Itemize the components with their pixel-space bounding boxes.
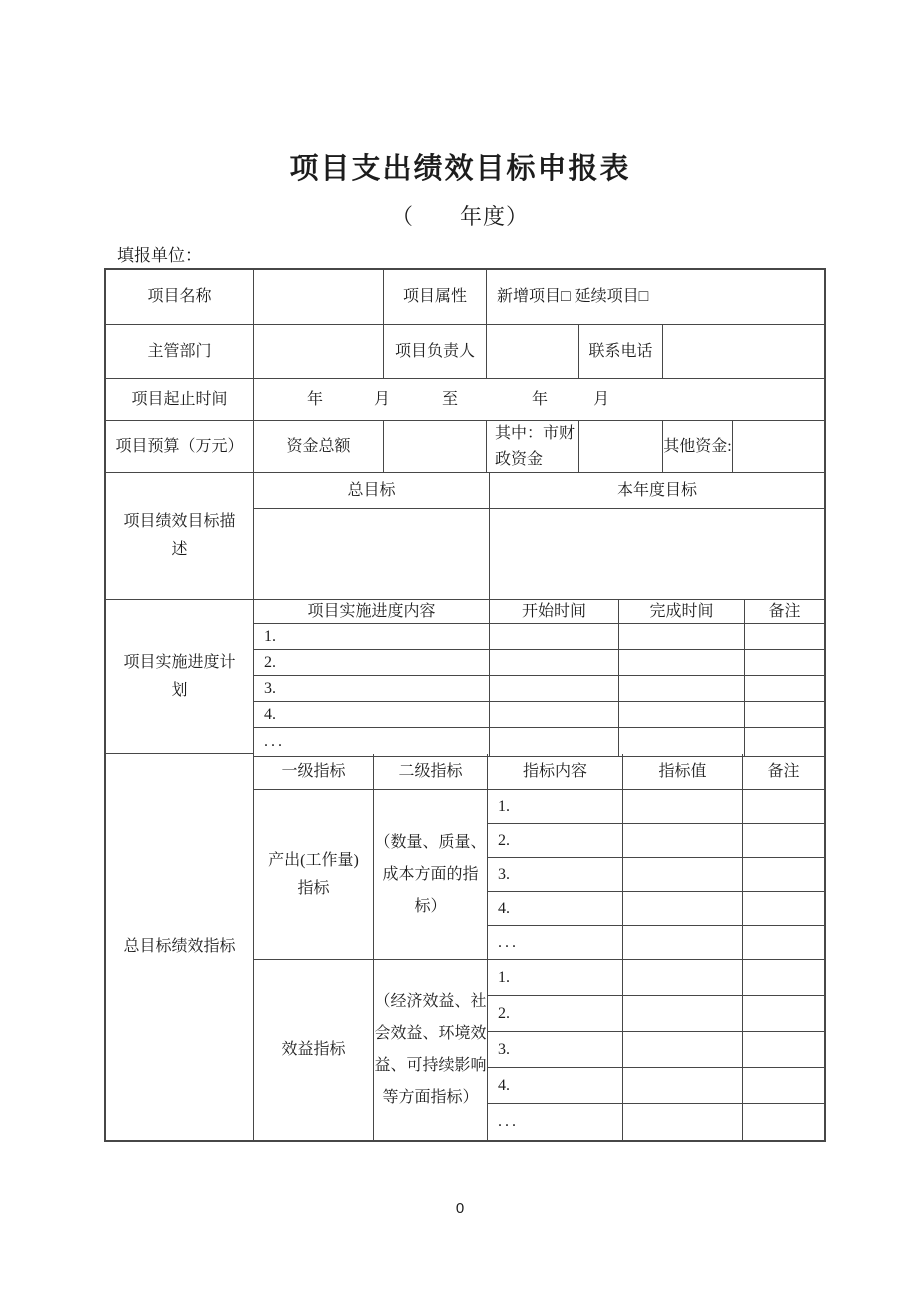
- section-indicators: [106, 754, 824, 1140]
- level1-header: 一级指标: [254, 754, 374, 790]
- indicator-content-cell[interactable]: ...: [488, 1104, 623, 1140]
- benefit-level2-cell: （经济效益、社会效益、环境效益、可持续影响等方面指标）: [374, 960, 488, 1140]
- schedule-finish-header: 完成时间: [619, 600, 745, 624]
- output-indicator-row-3: [488, 858, 824, 892]
- duration-month2: 月: [593, 390, 610, 408]
- schedule-start-cell[interactable]: [490, 702, 619, 728]
- indicator-content-cell[interactable]: 2.: [488, 996, 623, 1032]
- year-subtitle: （ 年度）: [390, 204, 529, 229]
- indicator-content-cell[interactable]: ...: [488, 926, 623, 960]
- schedule-content-cell[interactable]: 1.: [254, 624, 490, 650]
- output-indicator-block: [254, 790, 824, 960]
- benefit-indicator-row-2: [488, 996, 824, 1032]
- indicator-content-cell[interactable]: 2.: [488, 824, 623, 858]
- schedule-content-cell[interactable]: 4.: [254, 702, 490, 728]
- schedule-row-3: [254, 676, 824, 702]
- schedule-finish-cell[interactable]: [619, 676, 745, 702]
- indicator-value-cell[interactable]: [623, 996, 743, 1032]
- schedule-row-more: [254, 728, 824, 757]
- duration-month1: 月: [374, 390, 391, 408]
- row-duration: [106, 379, 824, 421]
- indicator-note-cell[interactable]: [743, 892, 824, 926]
- schedule-row-2: [254, 650, 824, 676]
- project-name-label: 项目名称: [106, 270, 254, 325]
- duration-year2: 年: [532, 390, 549, 408]
- schedule-content-cell[interactable]: 2.: [254, 650, 490, 676]
- indicator-note-cell[interactable]: [743, 824, 824, 858]
- indicator-value-cell[interactable]: [623, 824, 743, 858]
- indicator-note-cell[interactable]: [743, 996, 824, 1032]
- budget-city-label: 其中：市财政资金: [487, 421, 579, 473]
- schedule-note-cell[interactable]: [745, 624, 824, 650]
- benefit-indicator-row-4: [488, 1068, 824, 1104]
- output-indicator-row-4: [488, 892, 824, 926]
- schedule-finish-cell[interactable]: [619, 650, 745, 676]
- indicator-note-cell[interactable]: [743, 1068, 824, 1104]
- output-indicator-row-more: [488, 926, 824, 960]
- leader-label: 项目负责人: [384, 325, 487, 379]
- schedule-finish-cell[interactable]: [619, 702, 745, 728]
- schedule-note-cell[interactable]: [745, 676, 824, 702]
- indicator-content-cell[interactable]: 1.: [488, 960, 623, 996]
- schedule-row-4: [254, 702, 824, 728]
- budget-total-label: 资金总额: [254, 421, 384, 473]
- indicator-content-header: 指标内容: [488, 754, 623, 790]
- indicator-content-cell[interactable]: 4.: [488, 1068, 623, 1104]
- budget-other-input-cell[interactable]: [733, 421, 824, 473]
- indicator-note-cell[interactable]: [743, 858, 824, 892]
- section-schedule: [106, 600, 824, 754]
- project-name-input-cell[interactable]: [254, 270, 384, 325]
- indicator-content-cell[interactable]: 3.: [488, 858, 623, 892]
- indicators-header-row: [254, 754, 824, 790]
- indicator-value-cell[interactable]: [623, 858, 743, 892]
- schedule-header-row: [254, 600, 824, 624]
- indicator-note-cell[interactable]: [743, 1104, 824, 1140]
- annual-goal-input-cell[interactable]: [490, 509, 824, 600]
- row-project-name: [106, 270, 824, 325]
- goal-inputs-row: [254, 509, 824, 600]
- section-goal-description: [106, 473, 824, 600]
- project-attr-options[interactable]: 新增项目□ 延续项目□: [487, 270, 824, 325]
- schedule-note-cell[interactable]: [745, 650, 824, 676]
- budget-city-input-cell[interactable]: [579, 421, 663, 473]
- duration-year1: 年: [307, 390, 324, 408]
- project-attr-label: 项目属性: [384, 270, 487, 325]
- budget-label: 项目预算（万元）: [106, 421, 254, 473]
- output-level2-cell: （数量、质量、成本方面的指标）: [374, 790, 488, 960]
- row-budget: [106, 421, 824, 473]
- page-number: 0: [455, 1200, 465, 1217]
- indicator-value-header: 指标值: [623, 754, 743, 790]
- indicator-value-cell[interactable]: [623, 892, 743, 926]
- declaration-form-table: [104, 268, 826, 1142]
- schedule-start-header: 开始时间: [490, 600, 619, 624]
- annual-goal-header: 本年度目标: [490, 473, 824, 509]
- level2-header: 二级指标: [374, 754, 488, 790]
- indicator-content-cell[interactable]: 3.: [488, 1032, 623, 1068]
- overall-goal-input-cell[interactable]: [254, 509, 490, 600]
- reporting-unit-label: 填报单位：: [117, 246, 202, 265]
- goal-headers-row: [254, 473, 824, 509]
- indicator-value-cell[interactable]: [623, 790, 743, 824]
- output-indicator-row-1: [488, 790, 824, 824]
- schedule-label: 项目实施进度计划: [106, 600, 254, 754]
- benefit-indicator-block: [254, 960, 824, 1140]
- row-department: [106, 325, 824, 379]
- output-indicator-row-2: [488, 824, 824, 858]
- benefit-indicator-row-3: [488, 1032, 824, 1068]
- schedule-note-cell[interactable]: [745, 728, 824, 757]
- schedule-note-cell[interactable]: [745, 702, 824, 728]
- phone-label: 联系电话: [579, 325, 663, 379]
- indicator-value-cell[interactable]: [623, 926, 743, 960]
- schedule-content-cell[interactable]: 3.: [254, 676, 490, 702]
- department-label: 主管部门: [106, 325, 254, 379]
- leader-input-cell[interactable]: [487, 325, 579, 379]
- overall-goal-header: 总目标: [254, 473, 490, 509]
- indicator-value-cell[interactable]: [623, 1068, 743, 1104]
- indicator-content-cell[interactable]: 1.: [488, 790, 623, 824]
- schedule-row-1: [254, 624, 824, 650]
- duration-input-cell[interactable]: [254, 379, 824, 421]
- indicators-label: 总目标绩效指标: [106, 754, 254, 1140]
- schedule-start-cell[interactable]: [490, 650, 619, 676]
- output-level1-cell: 产出(工作量)指标: [254, 790, 374, 960]
- indicator-value-cell[interactable]: [623, 1032, 743, 1068]
- schedule-note-header: 备注: [745, 600, 824, 624]
- schedule-start-cell[interactable]: [490, 728, 619, 757]
- duration-to: 至: [442, 390, 459, 408]
- indicator-note-cell[interactable]: [743, 926, 824, 960]
- page-title: 项目支出绩效目标申报表: [289, 153, 631, 185]
- indicator-note-cell[interactable]: [743, 960, 824, 996]
- benefit-level1-cell: 效益指标: [254, 960, 374, 1140]
- schedule-start-cell[interactable]: [490, 624, 619, 650]
- schedule-finish-cell[interactable]: [619, 624, 745, 650]
- benefit-indicator-row-1: [488, 960, 824, 996]
- indicator-note-header: 备注: [743, 754, 824, 790]
- phone-input-cell[interactable]: [663, 325, 824, 379]
- indicator-value-cell[interactable]: [623, 1104, 743, 1140]
- department-input-cell[interactable]: [254, 325, 384, 379]
- schedule-content-cell[interactable]: ...: [254, 728, 490, 757]
- schedule-finish-cell[interactable]: [619, 728, 745, 757]
- duration-label: 项目起止时间: [106, 379, 254, 421]
- indicator-value-cell[interactable]: [623, 960, 743, 996]
- benefit-indicator-row-more: [488, 1104, 824, 1140]
- schedule-content-header: 项目实施进度内容: [254, 600, 490, 624]
- budget-total-input-cell[interactable]: [384, 421, 487, 473]
- schedule-start-cell[interactable]: [490, 676, 619, 702]
- indicator-note-cell[interactable]: [743, 790, 824, 824]
- budget-other-label: 其他资金:: [663, 421, 733, 473]
- goal-description-label: 项目绩效目标描述: [106, 473, 254, 600]
- indicator-content-cell[interactable]: 4.: [488, 892, 623, 926]
- indicator-note-cell[interactable]: [743, 1032, 824, 1068]
